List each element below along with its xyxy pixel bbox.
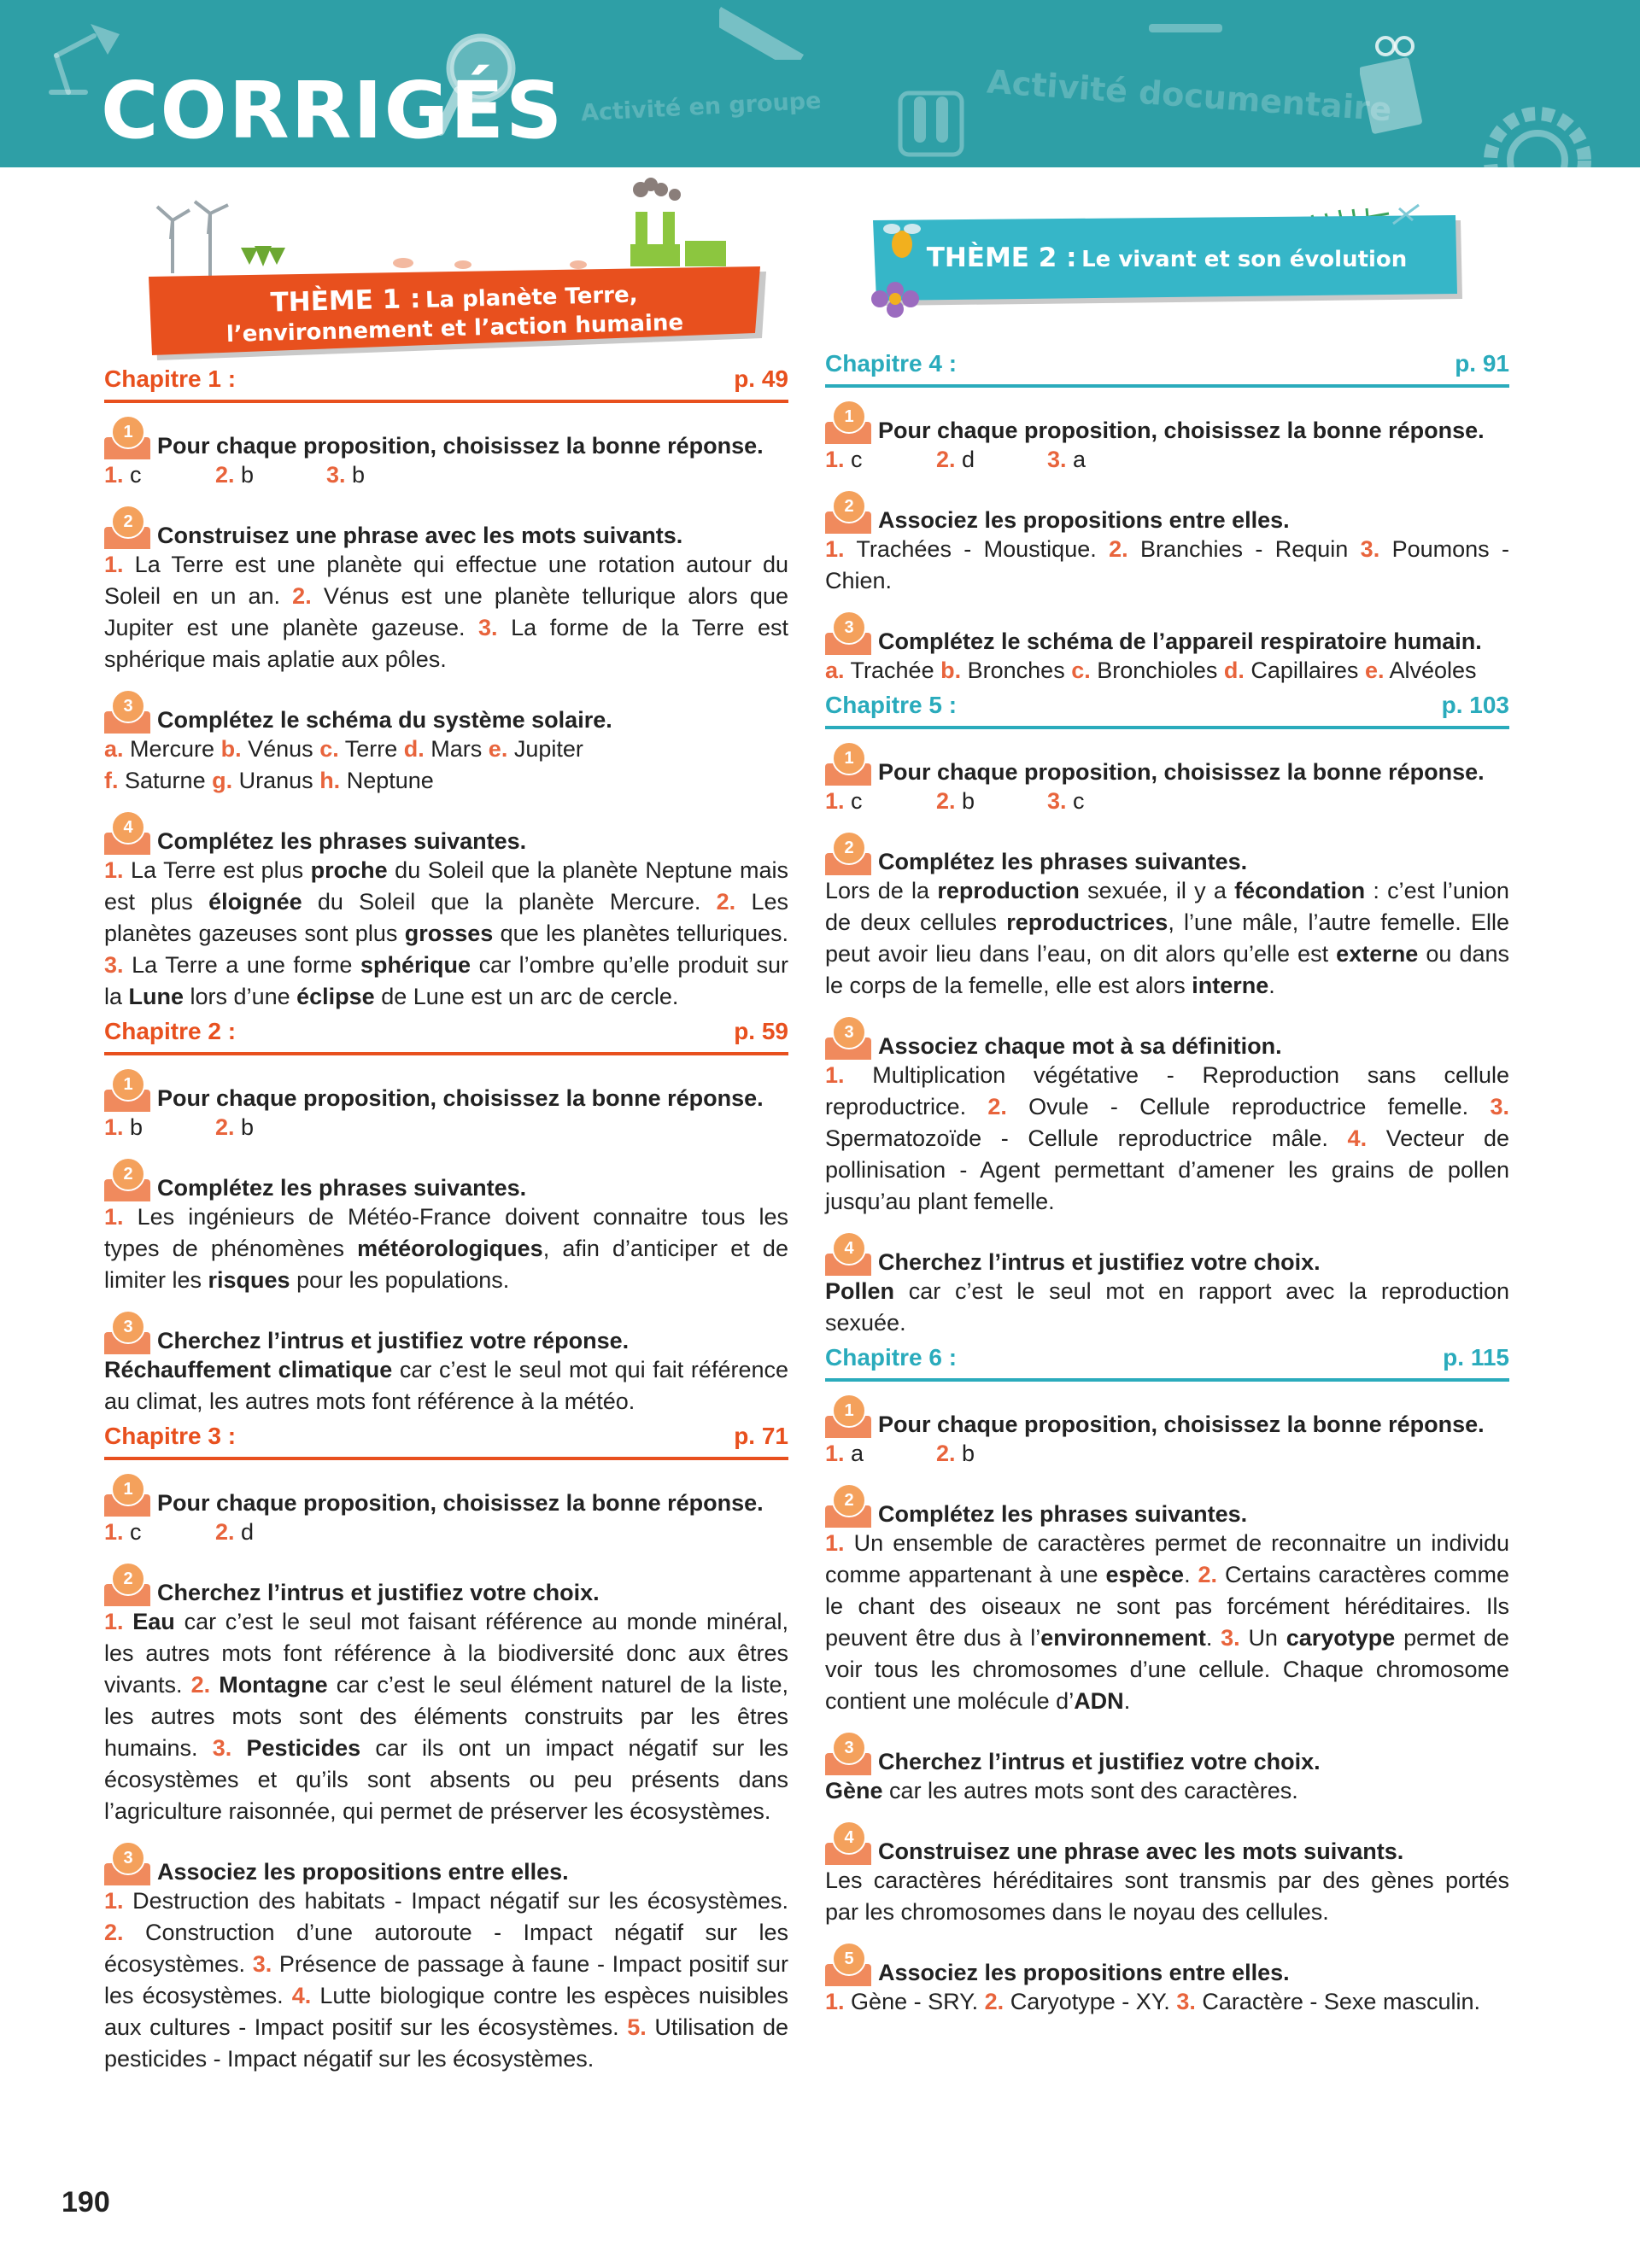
exercise-answer: 1. c 2. b 3. c	[825, 788, 1085, 814]
exercise	[825, 406, 1509, 476]
exercise-title: Complétez les phrases suivantes.	[157, 828, 527, 854]
page-title: CORRIGÉS	[101, 65, 565, 156]
test-tubes-icon	[897, 90, 965, 158]
chapter-title: Chapitre 2 :	[104, 1018, 237, 1044]
ruler-icon	[719, 0, 813, 60]
exercise-title: Cherchez l’intrus et justifiez votre choix.	[878, 1249, 1321, 1275]
exercise-title: Pour chaque proposition, choisissez la bonne réponse.	[157, 1085, 764, 1111]
exercise-title: Complétez le schéma de l’appareil respiratoire humain.	[878, 628, 1482, 654]
exercise-answer: 1. c 2. b 3. b	[104, 462, 366, 488]
theme1-subtitle-2: l’environnement et l’action humaine	[226, 310, 684, 348]
exercise	[825, 617, 1509, 687]
exercise-answer: Lors de la reproduction sexuée, il y a fécondation : c’est l’union de deux cellules reproductrices, l’une mâle, l’autre femelle. Elle peut avoir lieu dans l’eau, on dit alors qu’elle est externe ou dans le corps de la femelle, elle est alors interne.	[825, 878, 1509, 998]
watermark-group: Activité en groupe	[580, 87, 823, 127]
exercise-title: Cherchez l’intrus et justifiez votre réponse.	[157, 1328, 630, 1353]
exercise	[825, 1827, 1509, 1928]
exercise	[104, 1074, 788, 1143]
exercise	[825, 1738, 1509, 1807]
exercise-answer: 1. Destruction des habitats - Impact négatif sur les écosystèmes. 2. Construction d’une autoroute - Impact négatif sur les écosystèmes. 3. Présence de passage à faune - Impact positif sur les écosystèmes. 4. Lutte biologique contre les espèces nuisibles aux cultures - Impact positif sur les écosystèmes. 5. Utilisation de pesticides - Impact négatif sur les écosystèmes.	[104, 1888, 789, 2072]
exercise-number-badge: 2	[825, 496, 873, 534]
exercise-answer: 1. La Terre est une planète qui effectue une rotation autour du Soleil en un an. 2. Vénus est une planète tellurique alors que Jupiter est une planète gazeuse. 3. La forme de la Terre est sphérique mais aplatie aux pôles.	[104, 552, 788, 672]
chapter-2-header	[104, 1018, 788, 1055]
exercise	[825, 1022, 1509, 1218]
chapter-title: Chapitre 6 :	[825, 1344, 958, 1371]
chapter-page: p. 59	[734, 1018, 788, 1044]
exercise-title: Pour chaque proposition, choisissez la bonne réponse.	[157, 1490, 764, 1516]
exercise-number-badge: 2	[825, 1490, 873, 1528]
exercise	[825, 838, 1509, 1002]
exercise-title: Complétez le schéma du système solaire.	[157, 707, 612, 733]
exercise	[104, 1848, 788, 2075]
chapter-page: p. 71	[734, 1423, 788, 1449]
theme1-subtitle-1: La planète Terre,	[425, 282, 638, 314]
exercise-number-badge: 3	[104, 1317, 152, 1354]
exercise-number-badge: 1	[104, 1074, 152, 1112]
exercise	[104, 817, 788, 1013]
exercise-title: Pour chaque proposition, choisissez la bonne réponse.	[878, 418, 1485, 443]
exercise-title: Pour chaque proposition, choisissez la bonne réponse.	[157, 433, 764, 459]
exercise	[104, 422, 788, 491]
exercise-title: Associez les propositions entre elles.	[878, 507, 1290, 533]
chapter-4-header	[825, 350, 1509, 388]
chapter-page: p. 103	[1441, 692, 1509, 718]
exercise-number-badge: 3	[825, 1022, 873, 1060]
chapter-page: p. 49	[734, 365, 788, 392]
theme2-subtitle: Le vivant et son évolution	[1081, 246, 1408, 272]
exercise-number-badge: 1	[825, 748, 873, 786]
exercise	[104, 1317, 788, 1418]
chapter-page: p. 115	[1443, 1344, 1509, 1371]
exercise-answer: 1. Eau car c’est le seul mot faisant référence au monde minéral, les autres mots font référence à la biodiversité donc aux êtres vivants. 2. Montagne car c’est le seul élément naturel de la liste, les autres mots sont des éléments construits par les êtres humains. 3. Pesticides car ils ont un impact négatif sur les écosystèmes et qu’ils sont absents ou peu présents dans l’agriculture raisonnée, qui permet de préserver les écosystèmes.	[104, 1609, 788, 1824]
pencil-icon	[1149, 15, 1234, 41]
exercise-number-badge: 4	[104, 817, 152, 855]
exercise-title: Complétez les phrases suivantes.	[878, 1501, 1248, 1527]
exercise-answer: Les caractères héréditaires sont transmis par des gènes portés par les chromosomes dans le noyau des cellules.	[825, 1868, 1509, 1925]
left-column	[104, 171, 788, 2096]
right-column	[825, 171, 1509, 2038]
exercise-answer: 1. c 2. d	[104, 1519, 255, 1545]
exercise-number-badge: 3	[104, 1848, 152, 1885]
exercise-number-badge: 2	[104, 511, 152, 549]
exercise-title: Construisez une phrase avec les mots suivants.	[878, 1838, 1404, 1864]
exercise-title: Construisez une phrase avec les mots suivants.	[157, 523, 683, 548]
exercise-answer: 1. c 2. d 3. a	[825, 447, 1086, 472]
exercise-answer: Pollen car c’est le seul mot en rapport avec la reproduction sexuée.	[825, 1278, 1509, 1336]
exercise-answer: a. Mercure b. Vénus c. Terre d. Mars e. Jupiter f. Saturne g. Uranus h. Neptune	[104, 736, 583, 793]
exercise-answer: 1. Les ingénieurs de Météo-France doivent connaitre tous les types de phénomènes météorologiques, afin d’anticiper et de limiter les risques pour les populations.	[104, 1204, 788, 1293]
exercise-title: Pour chaque proposition, choisissez la bonne réponse.	[878, 1412, 1485, 1437]
exercise-title: Associez les propositions entre elles.	[157, 1859, 569, 1885]
exercise-number-badge: 5	[825, 1949, 873, 1986]
exercise-title: Associez les propositions entre elles.	[878, 1960, 1290, 1985]
exercise-answer: 1. a 2. b	[825, 1441, 975, 1466]
exercise-number-badge: 2	[825, 838, 873, 875]
exercise-number-badge: 1	[825, 1400, 873, 1438]
page-number: 190	[62, 2186, 110, 2218]
exercise	[825, 1949, 1509, 2018]
theme2-label: THÈME 2 :	[926, 242, 1077, 273]
exercise	[825, 748, 1509, 817]
exercise-answer: 1. La Terre est plus proche du Soleil que la planète Neptune mais est plus éloignée du Soleil que la planète Mercure. 2. Les planètes gazeuses sont plus grosses que les planètes telluriques. 3. La Terre a une forme sphérique car l’ombre qu’elle produit sur la Lune lors d’une éclipse de Lune est un arc de cercle.	[104, 857, 788, 1009]
exercise-title: Associez chaque mot à sa définition.	[878, 1033, 1282, 1059]
exercise	[104, 1569, 788, 1827]
exercise-number-badge: 2	[104, 1569, 152, 1606]
chapter-3-header	[104, 1423, 788, 1460]
exercise	[104, 1164, 788, 1296]
chapter-title: Chapitre 4 :	[825, 350, 958, 377]
theme2-header	[825, 171, 1509, 350]
header-banner	[0, 0, 1640, 167]
exercise	[104, 696, 788, 797]
exercise-title: Pour chaque proposition, choisissez la bonne réponse.	[878, 759, 1485, 785]
exercise-title: Complétez les phrases suivantes.	[878, 849, 1248, 874]
chapter-6-header	[825, 1344, 1509, 1382]
chapter-title: Chapitre 5 :	[825, 692, 958, 718]
chapter-title: Chapitre 3 :	[104, 1423, 237, 1449]
exercise-title: Complétez les phrases suivantes.	[157, 1175, 527, 1201]
exercise-answer: a. Trachée b. Bronches c. Bronchioles d. Capillaires e. Alvéoles	[825, 658, 1477, 683]
gear-icon	[1478, 101, 1597, 167]
exercise	[825, 1238, 1509, 1339]
exercise-answer: 1. b 2. b	[104, 1114, 255, 1140]
chapter-5-header	[825, 692, 1509, 729]
exercise-number-badge: 3	[104, 696, 152, 734]
theme1-header	[104, 171, 788, 360]
exercise	[825, 1400, 1509, 1470]
chapter-page: p. 91	[1455, 350, 1509, 377]
exercise-answer: 1. Gène - SRY. 2. Caryotype - XY. 3. Caractère - Sexe masculin.	[825, 1989, 1480, 2014]
exercise-answer: 1. Un ensemble de caractères permet de reconnaitre un individu comme appartenant à une espèce. 2. Certains caractères comme le chant des oiseaux ne sont pas forcément héréditaires. Ils peuvent être dus à l’environnement. 3. Un caryotype permet de voir tous les chromosomes d’une cellule. Chaque chromosome contient une molécule d’ADN.	[825, 1530, 1509, 1714]
exercise-answer: 1. Trachées - Moustique. 2. Branchies - Requin 3. Poumons - Chien.	[825, 536, 1509, 593]
theme1-label: THÈME 1 :	[270, 284, 421, 319]
exercise-title: Cherchez l’intrus et justifiez votre choix.	[878, 1749, 1321, 1774]
chapter-1-header	[104, 365, 788, 403]
exercise-number-badge: 2	[104, 1164, 152, 1201]
exercise-number-badge: 4	[825, 1827, 873, 1865]
exercise	[104, 1479, 788, 1548]
watermark-documentary: Activité documentaire	[986, 62, 1393, 129]
exercise-answer: Gène car les autres mots sont des caractères.	[825, 1778, 1298, 1803]
exercise-title: Cherchez l’intrus et justifiez votre choix.	[157, 1580, 600, 1605]
exercise-number-badge: 3	[825, 1738, 873, 1775]
exercise-number-badge: 4	[825, 1238, 873, 1276]
exercise-answer: 1. Multiplication végétative - Reproduction sans cellule reproductrice. 2. Ovule - Cellule reproductrice femelle. 3. Spermatozoïde - Cellule reproductrice mâle. 4. Vecteur de pollinisation - Agent permettant d’amener les grains de pollen jusqu’au plant femelle.	[825, 1062, 1509, 1214]
exercise	[104, 511, 788, 675]
theme2-ribbon	[885, 219, 1449, 297]
exercise	[825, 496, 1509, 597]
exercise-number-badge: 1	[825, 406, 873, 444]
exercise	[825, 1490, 1509, 1717]
exercise-answer: Réchauffement climatique car c’est le seul mot qui fait référence au climat, les autres mots font référence à la météo.	[104, 1357, 788, 1414]
exercise-number-badge: 1	[104, 422, 152, 459]
exercise-number-badge: 1	[104, 1479, 152, 1517]
exercise-number-badge: 3	[825, 617, 873, 655]
chapter-title: Chapitre 1 :	[104, 365, 237, 392]
theme1-ribbon	[155, 264, 754, 361]
